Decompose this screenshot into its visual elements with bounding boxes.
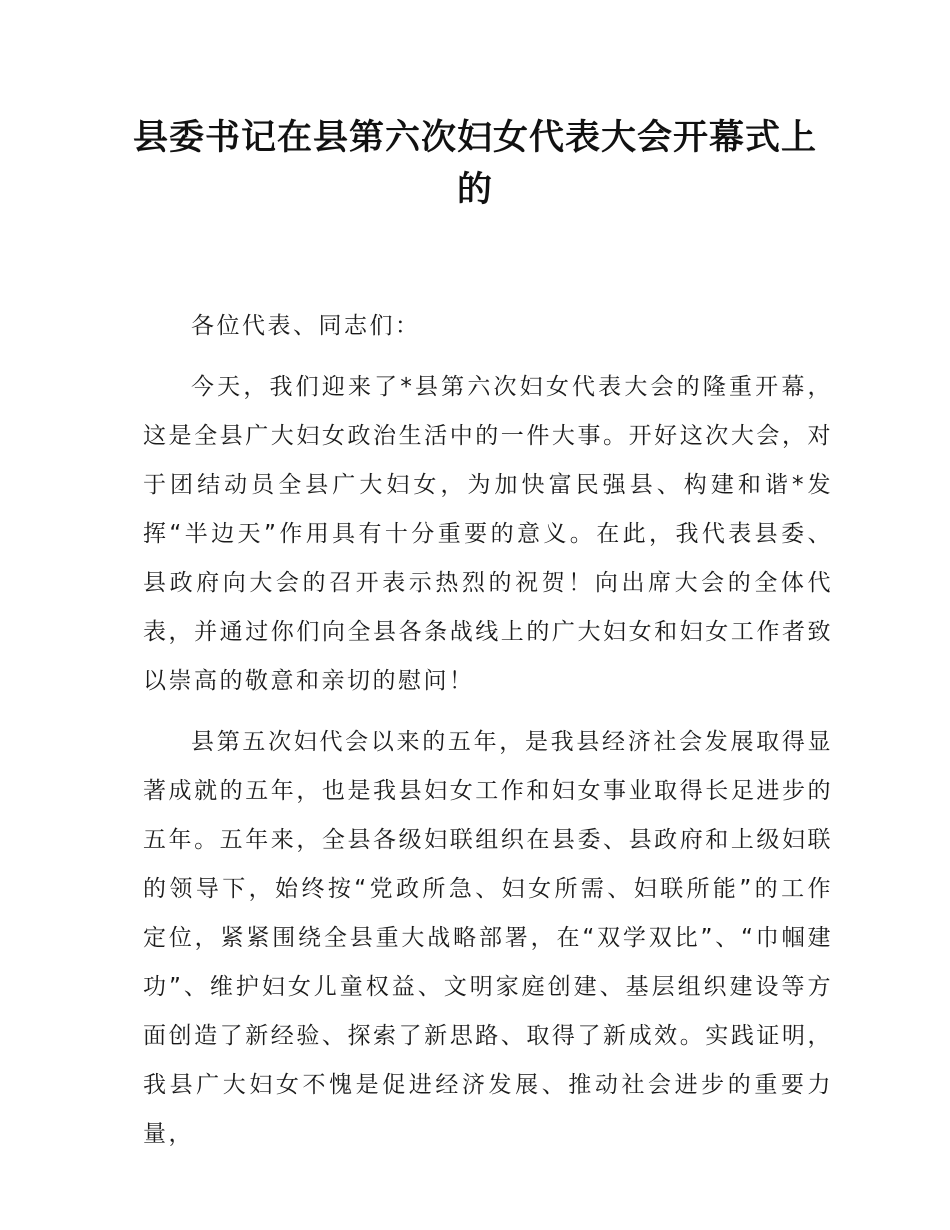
- body-paragraph: 县第五次妇代会以来的五年，是我县经济社会发展取得显著成就的五年，也是我县妇女工作和妇女事业取得长足进步的五年。五年来，全县各级妇联组织在县委、县政府和上级妇联的领导下，始终按“党政所急、妇女所需、妇联所能”的工作定位，紧紧围绕全县重大战略部署，在“双学双比”、“巾帼建功”、维护妇女儿童权益、文明家庭创建、基层组织建设等方面创造了新经验、探索了新思路、取得了新成效。实践证明，我县广大妇女不愧是促进经济发展、推动社会进步的重要力量，: [143, 729, 833, 1147]
- body-paragraph: 今天，我们迎来了*县第六次妇女代表大会的隆重开幕，这是全县广大妇女政治生活中的一件大事。开好这次大会，对于团结动员全县广大妇女，为加快富民强县、构建和谐*发挥“半边天”作用具有十分重要的意义。在此，我代表县委、县政府向大会的召开表示热烈的祝贺！向出席大会的全体代表，并通过你们向全县各条战线上的广大妇女和妇女工作者致以崇高的敬意和亲切的慰问！: [143, 374, 833, 694]
- document-body: [143, 302, 833, 1171]
- document-title: 县委书记在县第六次妇女代表大会开幕式上的: [132, 117, 817, 210]
- salutation-paragraph: 各位代表、同志们：: [191, 313, 421, 339]
